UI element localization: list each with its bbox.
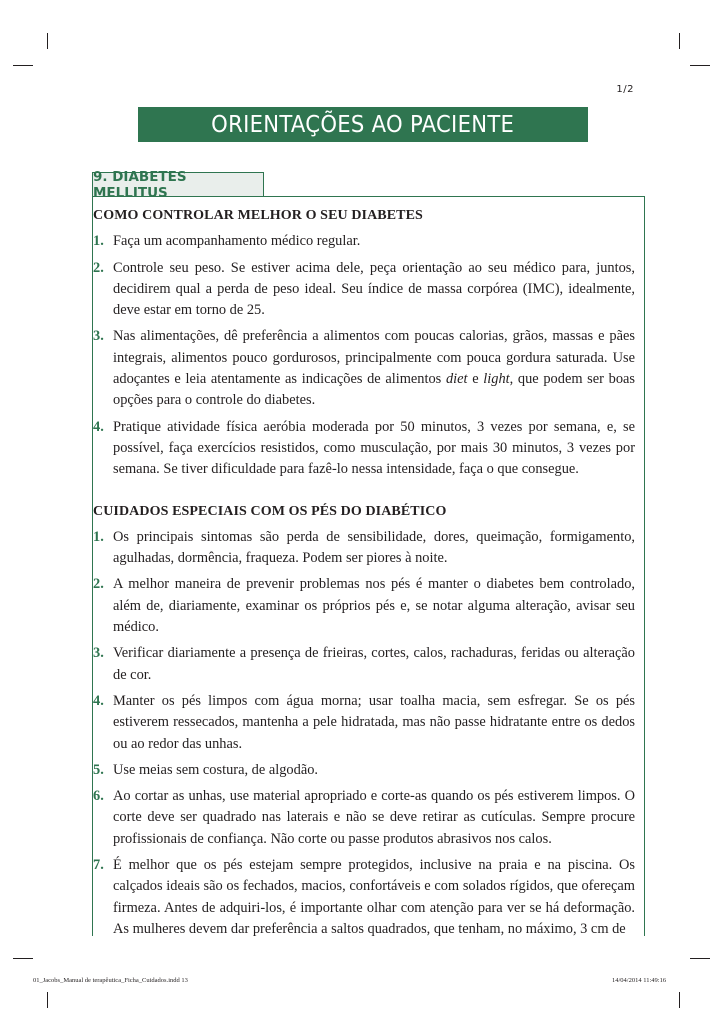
- crop-mark: [679, 33, 680, 49]
- item-number: 4.: [93, 418, 104, 435]
- document-body: [93, 205, 635, 945]
- numbered-list: [93, 527, 635, 940]
- list-item: [93, 258, 635, 322]
- list-item: [93, 786, 635, 850]
- list-item: [93, 326, 635, 411]
- item-number: 2.: [93, 259, 104, 276]
- item-number: 3.: [93, 645, 104, 662]
- item-number: 3.: [93, 328, 104, 345]
- item-text: Use meias sem costura, de algodão.: [113, 761, 319, 778]
- list-item: [93, 574, 635, 638]
- crop-mark: [679, 992, 680, 1008]
- footer-timestamp: 14/04/2014 11:49:16: [612, 977, 667, 984]
- list-item: [93, 527, 635, 570]
- item-number: 4.: [93, 692, 104, 709]
- item-text: Ao cortar as unhas, use material apropriado e corte-as quando os pés estiverem limpos. O corte deve ser quadrado nas laterais e não se deve retirar as cutículas. Sempre procure profissionais de confiança. Não corte ou passe produtos abrasivos nos calos.: [113, 788, 635, 847]
- crop-mark: [47, 33, 48, 49]
- item-text-italic: diet: [445, 371, 468, 388]
- item-text: É melhor que os pés estejam sempre protegidos, inclusive na praia e na piscina. Os calçados ideais são os fechados, macios, confortáveis e com solados rígidos, que ofereçam firmeza. Antes de adquiri-los, é importante olhar com atenção para ver se há deformação. As mulheres devem dar preferência a saltos quadrados, que tenham, no máximo, 3 cm de: [113, 857, 635, 937]
- section-heading: CUIDADOS ESPECIAIS COM OS PÉS DO DIABÉTICO: [93, 503, 447, 519]
- section-heading: COMO CONTROLAR MELHOR O SEU DIABETES: [93, 208, 423, 223]
- page-title-text: ORIENTAÇÕES AO PACIENTE: [211, 111, 515, 138]
- footer-filename: 01_Jacobs_Manual de terapêutica_Ficha_Cuidados.indd 13: [33, 977, 188, 984]
- list-item: [93, 760, 635, 781]
- crop-mark: [13, 65, 33, 66]
- item-number: 6.: [93, 788, 104, 805]
- list-item: [93, 231, 635, 252]
- item-text: Verificar diariamente a presença de frieiras, cortes, calos, rachaduras, feridas ou alteração de cor.: [113, 645, 635, 683]
- item-text: Manter os pés limpos com água morna; usar toalha macia, sem esfregar. Se os pés estiverem ressecados, mantenha a pele hidratada, mas não passe hidratante entre os dedos ou ao redor das unhas.: [113, 692, 635, 752]
- item-text-italic: light: [483, 371, 510, 388]
- crop-mark: [47, 992, 48, 1008]
- item-number: 7.: [93, 857, 104, 874]
- item-text: Faça um acompanhamento médico regular.: [113, 233, 361, 250]
- list-item: [93, 643, 635, 686]
- item-text: Controle seu peso. Se estiver acima dele, peça orientação ao seu médico para, juntos, decidirem qual a perda de peso ideal. Seu índice de massa corpórea (IMC), idealmente, deve estar em torno de 25.: [113, 259, 635, 319]
- item-number: 5.: [93, 761, 104, 778]
- crop-mark: [690, 958, 710, 959]
- page-number: 1/2: [616, 84, 634, 95]
- item-text: Pratique atividade física aeróbia moderada por 50 minutos, 3 vezes por semana, e, se possível, faça exercícios resistidos, como musculação, por mais 30 minutos, 3 vezes por semana. Se tiver dificuldade para fazê-lo nessa intensidade, faça o que consegue.: [113, 418, 635, 478]
- item-number: 2.: [93, 576, 104, 593]
- item-text: e: [467, 371, 484, 388]
- item-text: , que podem ser boas opções para o controle do diabetes.: [113, 371, 635, 409]
- item-number: 1.: [93, 233, 104, 250]
- section-tab: 9. DIABETES MELLITUS: [92, 172, 264, 196]
- numbered-list: [93, 231, 635, 480]
- list-item: [93, 691, 635, 755]
- crop-mark: [690, 65, 710, 66]
- item-text: A melhor maneira de prevenir problemas nos pés é manter o diabetes bem controlado, além de, diariamente, examinar os próprios pés e, se notar alguma alteração, avisar seu médico.: [113, 576, 635, 636]
- list-item: [93, 417, 635, 481]
- page-title: [138, 107, 588, 142]
- item-text: Nas alimentações, dê preferência a alimentos com poucas calorias, grãos, massas e pães integrais, alimentos pouco gordurosos, principalmente com pouca gordura saturada. Use adoçantes e leia atentamente as indicações de alimentos: [113, 328, 635, 388]
- crop-mark: [13, 958, 33, 959]
- item-text: Os principais sintomas são perda de sensibilidade, dores, queimação, formigamento, agulhadas, dormência, fraqueza. Podem ser piores à noite.: [113, 528, 635, 567]
- item-number: 1.: [93, 528, 104, 545]
- list-item: [93, 855, 635, 940]
